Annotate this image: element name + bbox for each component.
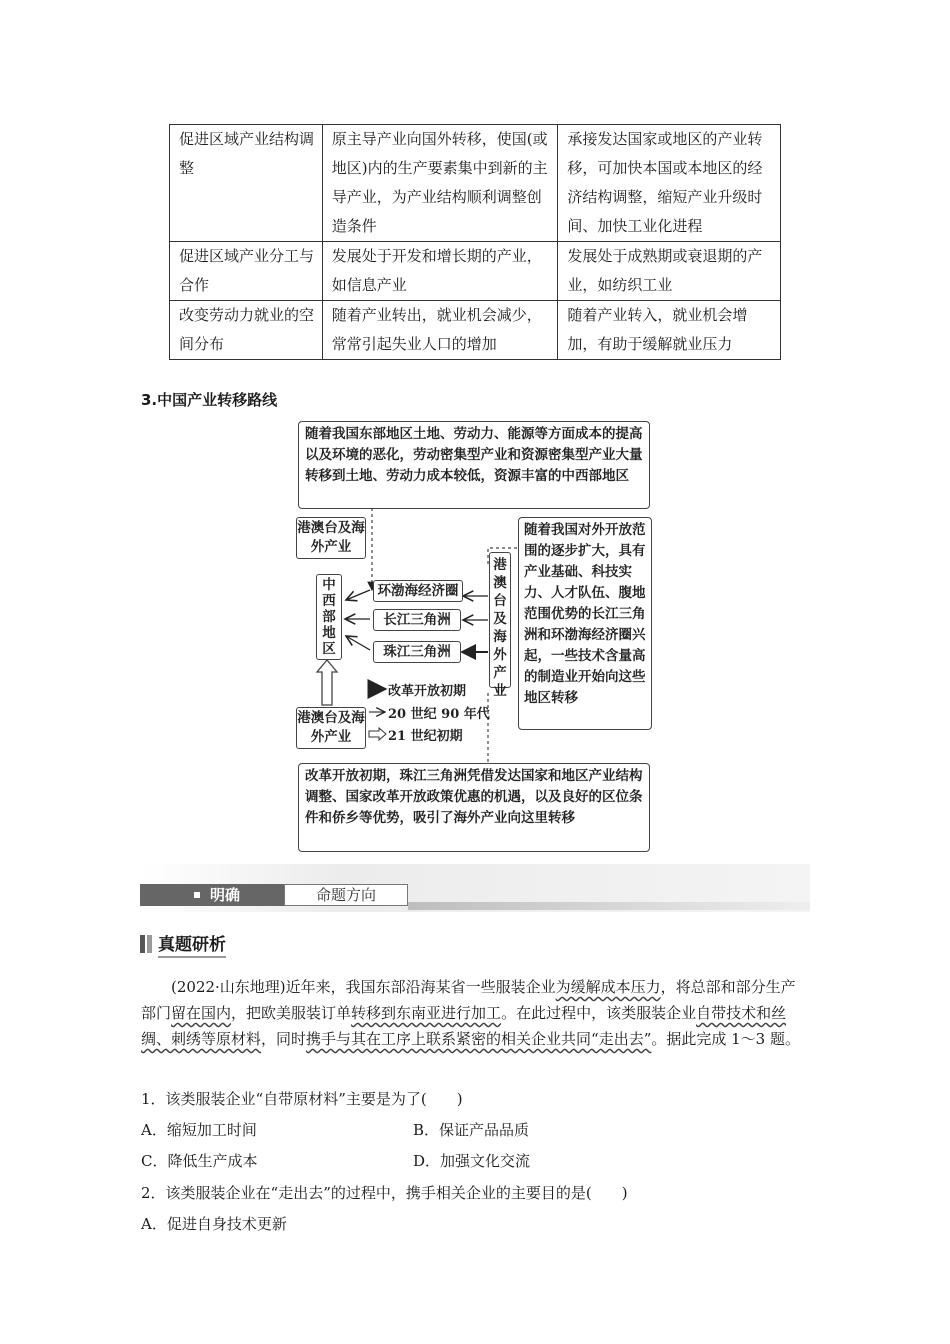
passage-underlined: 转移到东南亚进行加工: [351, 1004, 502, 1022]
question-2: 2．该类服装企业在“走出去”的过程中，携手相关企业的主要目的是( ): [141, 1184, 628, 1202]
top-note-box: 随着我国东部地区土地、劳动力、能源等方面成本的提高以及环境的恶化，劳动密集型产业和资源密集型产业大量转移到土地、劳动力成本较低，资源丰富的中西部地区: [298, 421, 650, 509]
table-cell: 原主导产业向国外转移，使国(或地区)内的生产要素集中到新的主导产业，为产业结构顺利调整创造条件: [322, 125, 558, 242]
table-cell: 改变劳动力就业的空间分布: [170, 301, 323, 360]
banner-tag-left: [140, 884, 284, 906]
heading-bar-icon: [147, 935, 152, 953]
option-1c: C．降低生产成本: [141, 1152, 258, 1170]
passage-text: 。据此完成 1～3 题。: [651, 1030, 800, 1048]
passage-text: ，把欧美服装订单: [231, 1004, 352, 1022]
passage-text: ，将总部和部分生产部门: [141, 978, 796, 1022]
right-note-box: 随着我国对外开放范围的逐步扩大，具有产业基础、科技实力、人才队伍、腹地范围优势的长江三角洲和环渤海经济圈兴起，一些技术含量高的制造业开始向这些地区转移: [518, 517, 652, 730]
option-1d: D．加强文化交流: [413, 1152, 531, 1170]
table-cell: 促进区域产业分工与合作: [170, 242, 323, 301]
yangtze-box: 长江三角洲: [373, 609, 461, 631]
table-cell: 随着产业转入，就业机会增加，有助于缓解就业压力: [558, 301, 781, 360]
table-cell: 承接发达国家或地区的产业转移，可加快本国或本地区的经济结构调整，缩短产业升级时间、加快工业化进程: [558, 125, 781, 242]
banner-left-label: 明确: [210, 886, 241, 904]
legend-1990s: 20 世纪 90 年代: [388, 707, 490, 722]
central-west-box: 中西部地区: [316, 574, 342, 660]
question-1: 1．该类服装企业“自带原材料”主要是为了( ): [141, 1090, 463, 1108]
legend-1990-early: 改革开放初期: [388, 684, 467, 699]
passage-text: 。在此过程中，该类服装企业: [501, 1004, 697, 1022]
table-cell: 发展处于成熟期或衰退期的产业，如纺织工业: [558, 242, 781, 301]
pearl-box: 珠江三角洲: [373, 641, 461, 663]
table-cell: 随着产业转出，就业机会减少，常常引起失业人口的增加: [322, 301, 558, 360]
table-cell: 促进区域产业结构调整: [170, 125, 323, 242]
table-cell: 发展处于开发和增长期的产业，如信息产业: [322, 242, 558, 301]
passage-underlined: 留在国内: [171, 1004, 232, 1022]
section-title: 3.中国产业转移路线: [141, 391, 278, 409]
option-2a: A．促进自身技术更新: [141, 1215, 287, 1233]
bottom-note-box: 改革开放初期，珠江三角洲凭借发达国家和地区产业结构调整、国家改革开放政策优惠的机遇，以及良好的区位条件和侨乡等优势，吸引了海外产业向这里转移: [298, 763, 650, 852]
passage-underlined: 携手与其在工序上联系紧密的相关企业共同“走出去”: [306, 1030, 652, 1048]
hk-overseas-bottom-box: 港澳台及海外产业: [296, 707, 366, 749]
heading-text: 真题研析: [158, 935, 226, 958]
question-passage: [141, 974, 810, 1052]
option-1b: B．保证产品品质: [413, 1121, 530, 1139]
heading-bar-icon: [140, 935, 145, 953]
option-1a: A．缩短加工时间: [141, 1121, 257, 1139]
hk-overseas-top-box: 港澳台及海外产业: [296, 517, 366, 559]
legend-2000s: 21 世纪初期: [388, 729, 463, 744]
hk-overseas-right-box: 港澳台及海外产业: [489, 552, 511, 688]
section-heading: [140, 930, 226, 955]
passage-text: (2022·山东地理)近年来，我国东部沿海某省一些服装企业: [171, 978, 556, 996]
passage-underlined: 自带技术和丝绸、刺绣等原材料: [141, 1004, 787, 1048]
passage-underlined: 为缓解成本压力: [555, 978, 661, 996]
banner-tag-right: 命题方向: [284, 884, 408, 906]
passage-text: ，同时: [261, 1030, 307, 1048]
bohai-box: 环渤海经济圈: [373, 580, 463, 602]
square-bullet-icon: [194, 892, 200, 898]
